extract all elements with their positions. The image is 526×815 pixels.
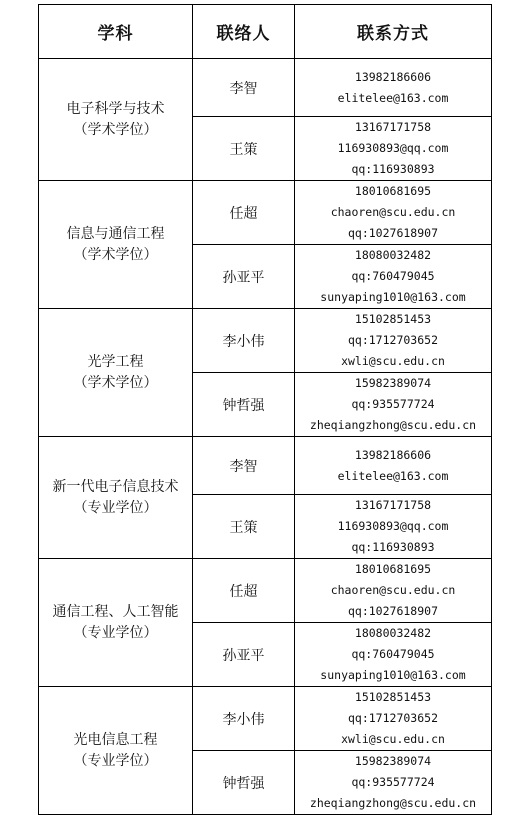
contact-person: 李智 bbox=[193, 437, 295, 495]
contact-info bbox=[295, 437, 492, 495]
header-contact: 联系方式 bbox=[295, 5, 492, 59]
table-row bbox=[39, 437, 492, 495]
contact-line: xwli@scu.edu.cn bbox=[341, 354, 445, 368]
contact-line: qq:116930893 bbox=[351, 540, 435, 554]
contact-line: 116930893@qq.com bbox=[337, 519, 449, 533]
contact-line: zheqiangzhong@scu.edu.cn bbox=[309, 418, 477, 432]
degree-type: （学术学位） bbox=[73, 121, 158, 138]
phone-number: 13982186606 bbox=[354, 69, 432, 84]
contact-info bbox=[295, 559, 492, 623]
contact-line: 116930893@qq.com bbox=[337, 141, 449, 155]
contact-info bbox=[295, 245, 492, 309]
subject-name: 信息与通信工程 bbox=[66, 225, 165, 242]
contact-line: qq:1712703652 bbox=[347, 333, 438, 347]
subject-cell bbox=[39, 687, 193, 815]
phone-number: 13167171758 bbox=[354, 120, 432, 134]
contact-info bbox=[295, 181, 492, 245]
contact-person: 任超 bbox=[193, 559, 295, 623]
degree-type: （专业学位） bbox=[73, 752, 158, 769]
contact-line: zheqiangzhong@scu.edu.cn bbox=[309, 796, 477, 810]
table-row bbox=[39, 181, 492, 245]
subject-name: 通信工程、人工智能 bbox=[52, 603, 179, 620]
table-row bbox=[39, 59, 492, 117]
contacts-table bbox=[38, 4, 492, 815]
contact-person: 李小伟 bbox=[193, 309, 295, 373]
table-row bbox=[39, 309, 492, 373]
contact-info bbox=[295, 751, 492, 815]
subject-cell bbox=[39, 437, 193, 559]
phone-number: 15102851453 bbox=[354, 312, 432, 326]
contact-line: qq:1712703652 bbox=[347, 711, 438, 725]
degree-type: （学术学位） bbox=[73, 374, 158, 391]
subject-name: 光电信息工程 bbox=[73, 731, 158, 748]
header-subject: 学科 bbox=[39, 5, 193, 59]
subject-cell bbox=[39, 309, 193, 437]
phone-number: 18080032482 bbox=[354, 626, 432, 640]
contact-line: qq:1027618907 bbox=[347, 226, 438, 240]
subject-name: 电子科学与技术 bbox=[66, 100, 165, 117]
contact-line: qq:935577724 bbox=[351, 775, 435, 789]
subject-cell bbox=[39, 181, 193, 309]
degree-type: （专业学位） bbox=[73, 499, 158, 516]
contact-info bbox=[295, 495, 492, 559]
contact-person: 钟哲强 bbox=[193, 373, 295, 437]
contact-info bbox=[295, 59, 492, 117]
table-row bbox=[39, 687, 492, 751]
phone-number: 18010681695 bbox=[354, 184, 432, 198]
contact-line: sunyaping1010@163.com bbox=[320, 668, 466, 682]
table-row bbox=[39, 559, 492, 623]
phone-number: 15982389074 bbox=[354, 754, 432, 768]
contact-person: 李小伟 bbox=[193, 687, 295, 751]
phone-number: 13167171758 bbox=[354, 498, 432, 512]
contact-line: chaoren@scu.edu.cn bbox=[330, 583, 456, 597]
contact-person: 孙亚平 bbox=[193, 623, 295, 687]
contact-info bbox=[295, 623, 492, 687]
contact-info bbox=[295, 309, 492, 373]
contact-person: 孙亚平 bbox=[193, 245, 295, 309]
phone-number: 18080032482 bbox=[354, 248, 432, 262]
contact-line: xwli@scu.edu.cn bbox=[341, 732, 445, 746]
degree-type: （专业学位） bbox=[73, 624, 158, 641]
contact-line: sunyaping1010@163.com bbox=[320, 290, 466, 304]
degree-type: （学术学位） bbox=[73, 246, 158, 263]
contact-person: 王策 bbox=[193, 117, 295, 181]
contact-line: qq:760479045 bbox=[351, 647, 435, 661]
contact-person: 任超 bbox=[193, 181, 295, 245]
phone-number: 15982389074 bbox=[354, 376, 432, 390]
contact-line: qq:1027618907 bbox=[347, 604, 438, 618]
subject-name: 新一代电子信息技术 bbox=[52, 478, 179, 495]
contact-line: elitelee@163.com bbox=[337, 90, 449, 105]
contact-person: 王策 bbox=[193, 495, 295, 559]
contact-line: qq:760479045 bbox=[351, 269, 435, 283]
subject-cell bbox=[39, 59, 193, 181]
phone-number: 18010681695 bbox=[354, 562, 432, 576]
contact-info bbox=[295, 687, 492, 751]
subject-name: 光学工程 bbox=[87, 353, 144, 370]
contact-info bbox=[295, 117, 492, 181]
phone-number: 15102851453 bbox=[354, 690, 432, 704]
header-row bbox=[39, 5, 492, 59]
contact-line: elitelee@163.com bbox=[337, 468, 449, 483]
subject-cell bbox=[39, 559, 193, 687]
contact-person: 李智 bbox=[193, 59, 295, 117]
header-person: 联络人 bbox=[193, 5, 295, 59]
phone-number: 13982186606 bbox=[354, 447, 432, 462]
contact-line: qq:116930893 bbox=[351, 162, 435, 176]
contact-person: 钟哲强 bbox=[193, 751, 295, 815]
contact-info bbox=[295, 373, 492, 437]
contact-line: qq:935577724 bbox=[351, 397, 435, 411]
contact-line: chaoren@scu.edu.cn bbox=[330, 205, 456, 219]
